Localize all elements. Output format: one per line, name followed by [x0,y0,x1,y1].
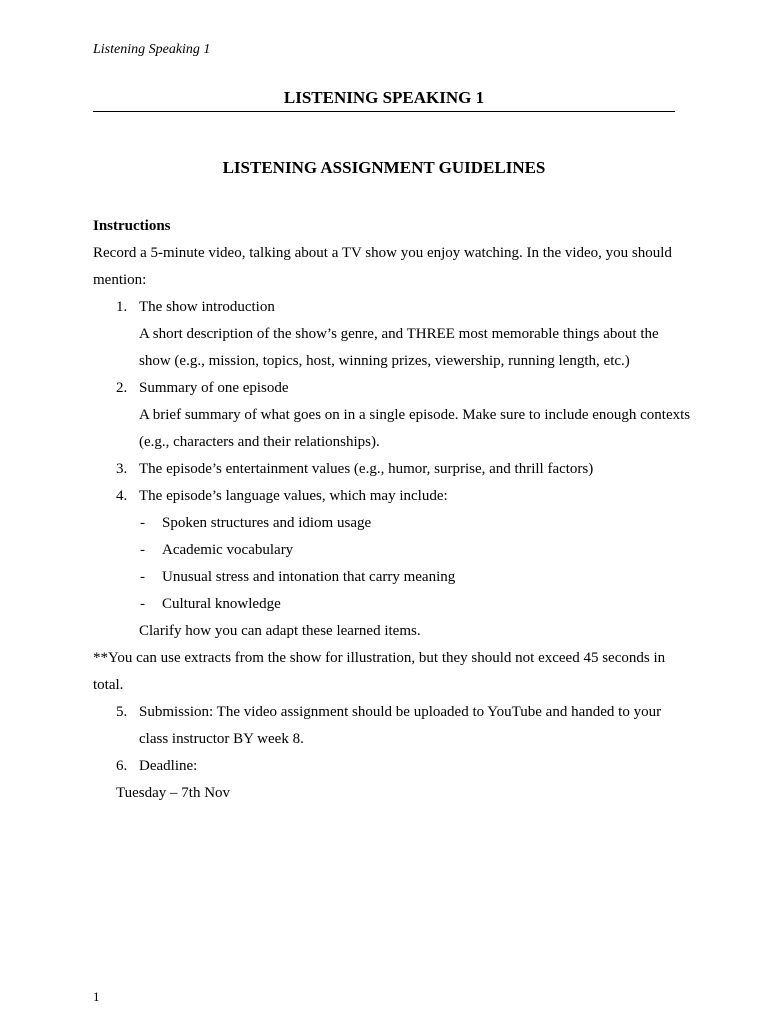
dash-bullet: - [140,569,145,585]
list-item [93,294,693,375]
dash-list-item [93,564,693,591]
dash-bullet: - [140,542,145,558]
dash-item-text: Cultural knowledge [162,596,281,612]
list-item-text: Deadline: [139,758,198,774]
list-item-number: 2. [116,380,128,396]
list-item-number: 6. [116,758,128,774]
list-item-detail: A brief summary of what goes on in a single episode. Make sure to include enough contexts (e.g., characters and their relationships). [139,407,691,450]
page-number: 1 [93,989,100,1004]
extracts-note: **You can use extracts from the show for illustration, but they should not exceed 45 seconds in total. [93,650,666,693]
instructions-heading: Instructions [93,218,171,234]
document-title: LISTENING SPEAKING 1 [283,88,485,107]
dash-list-item [93,510,693,537]
list-item-number: 5. [116,704,128,720]
list-item [93,456,693,483]
dash-item-text: Spoken structures and idiom usage [162,515,372,531]
document-body [93,213,693,807]
list-item-text: Summary of one episode [139,380,289,396]
instructions-list-continued [93,699,693,780]
list-item-number: 4. [116,488,128,504]
list-item [93,753,693,780]
dash-bullet: - [140,596,145,612]
list-item-detail: A short description of the show’s genre, and THREE most memorable things about the show (e.g., mission, topics, host, winning prizes, viewership, running length, etc.) [139,326,659,369]
dash-list-item [93,591,693,618]
instructions-list [93,294,693,510]
list-item-number: 3. [116,461,128,477]
list-item-detail: Clarify how you can adapt these learned items. [139,623,421,639]
title-divider [93,111,675,112]
dash-item-text: Academic vocabulary [162,542,294,558]
dash-bullet: - [140,515,145,531]
list-item [93,375,693,456]
instructions-intro: Record a 5-minute video, talking about a TV show you enjoy watching. In the video, you should mention: [93,245,672,288]
language-values-list [93,510,693,618]
list-item-number: 1. [116,299,128,315]
list-item-text: Submission: The video assignment should be uploaded to YouTube and handed to your class instructor BY week 8. [139,704,662,747]
list-item [93,483,693,510]
deadline-date: Tuesday – 7th Nov [116,785,231,801]
list-item [93,699,693,753]
dash-list-item [93,537,693,564]
list-item-text: The show introduction [139,299,275,315]
dash-item-text: Unusual stress and intonation that carry meaning [162,569,456,585]
list-item-text: The episode’s language values, which may include: [139,488,448,504]
document-subtitle: LISTENING ASSIGNMENT GUIDELINES [222,158,546,177]
running-header: Listening Speaking 1 [93,42,211,57]
list-item-text: The episode’s entertainment values (e.g., humor, surprise, and thrill factors) [139,461,594,477]
